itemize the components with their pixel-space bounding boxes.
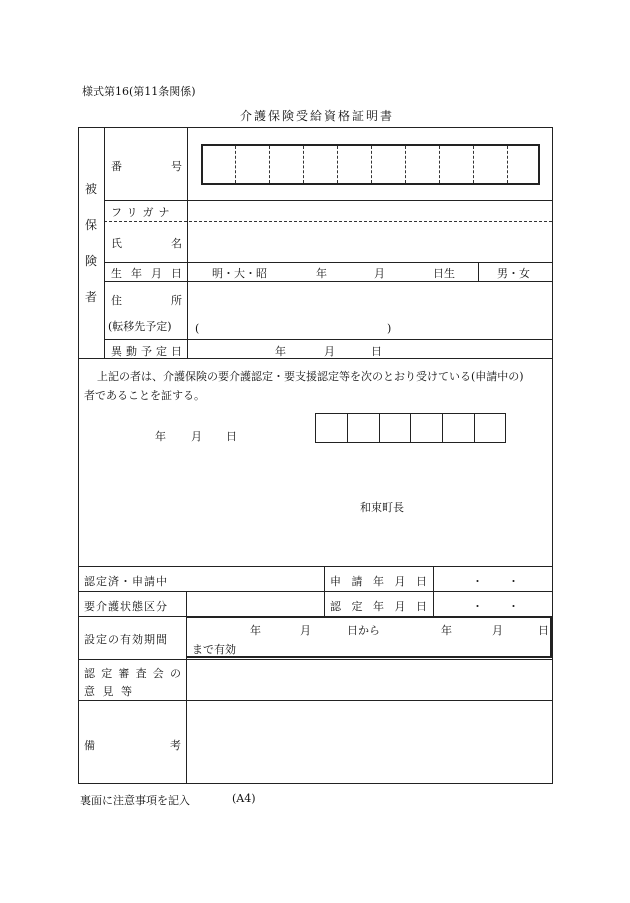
certification-dot-1: ・ [472,600,483,613]
cert-date-day: 日 [226,430,237,443]
committee-opinion-field[interactable] [188,661,550,698]
paper-size: (A4) [232,792,256,805]
committee-label-2: 意 見 等 [84,685,132,698]
application-dot-1: ・ [472,575,483,588]
remarks-field[interactable] [188,702,550,782]
care-level-label: 要介護状態区分 [84,600,168,613]
paren-open: ( [195,322,200,335]
sex-selector[interactable]: 男・女 [497,267,530,280]
number-label: 番 号 [111,160,182,173]
paren-close: ) [387,322,392,335]
application-date-label: 申 請 年 月 日 [330,575,427,588]
birth-label: 生 年 月 日 [111,267,182,280]
name-label: 氏 名 [111,237,182,250]
statement-line-1: 上記の者は、介護保険の要介護認定・要支援認定等を次のとおり受けている(申請中の) [97,370,524,383]
page-title: 介護保険受給資格証明書 [240,109,395,123]
move-month: 月 [324,345,335,358]
certification-dot-2: ・ [508,600,519,613]
birth-month: 月 [374,267,385,280]
care-level-field[interactable] [188,593,322,614]
move-date-label: 異 動 予 定 日 [111,345,182,358]
footer-note: 裏面に注意事項を記入 [80,794,190,807]
committee-label-1: 認 定 審 査 会 の [84,667,181,680]
validity-year-1: 年 [250,624,261,637]
cert-date-year: 年 [155,430,166,443]
furigana-field[interactable] [190,203,550,219]
certification-date-label: 認 定 年 月 日 [330,600,427,613]
remarks-label: 備 考 [84,739,181,752]
furigana-label: フリガナ [111,206,175,219]
validity-label: 設定の有効期間 [84,633,168,646]
validity-month-2: 月 [492,624,503,637]
issuer-name: 和束町長 [360,501,404,514]
insured-section-label: 被 保 険 者 [84,182,97,304]
validity-from: 日から [347,624,380,637]
validity-month-1: 月 [300,624,311,637]
certified-status-label[interactable]: 認定済・申請中 [84,575,168,588]
birth-era[interactable]: 明・大・昭 [212,267,267,280]
validity-day-2: 日 [538,624,549,637]
form-number: 様式第16(第11条関係) [82,85,196,98]
address-forward-label: (転移先予定) [108,320,172,333]
address-field[interactable] [190,285,550,337]
cert-date-month: 月 [191,430,202,443]
move-day: 日 [371,345,382,358]
birth-day: 日生 [433,267,455,280]
name-field[interactable] [190,224,550,260]
application-dot-2: ・ [508,575,519,588]
statement-line-2: 者であることを証する。 [84,389,205,402]
validity-until: まで有効 [192,643,236,656]
address-label: 住 所 [111,294,182,307]
move-year: 年 [275,345,286,358]
birth-year: 年 [316,267,327,280]
validity-year-2: 年 [441,624,452,637]
